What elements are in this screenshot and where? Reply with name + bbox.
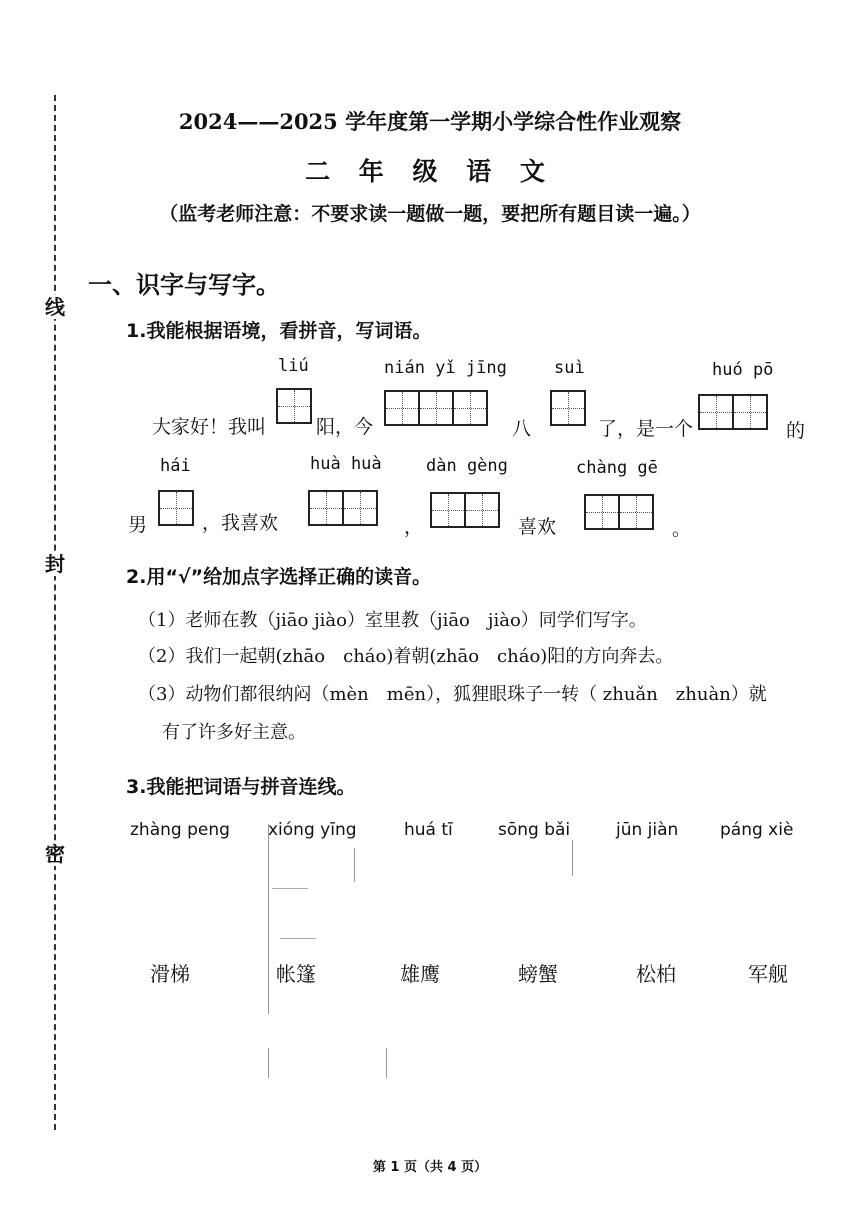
- margin-char-feng: 封: [45, 552, 65, 576]
- word-option[interactable]: 帐篷: [276, 962, 316, 986]
- answer-box-dan-geng[interactable]: [430, 492, 498, 528]
- margin-char-xian: 线: [45, 295, 65, 319]
- q2-item-3: （3）动物们都很纳闷（mèn mēn），狐狸眼珠子一转（ zhuǎn zhuàn）就: [138, 684, 767, 705]
- question-3-title: 3.我能把词语与拼音连线。: [126, 776, 356, 798]
- faint-line: [354, 848, 355, 882]
- pinyin-option[interactable]: sōng bǎi: [498, 820, 571, 840]
- pinyin-option[interactable]: páng xiè: [720, 820, 794, 840]
- question-1-title: 1.我能根据语境，看拼音，写词语。: [126, 320, 432, 342]
- faint-line: [280, 938, 316, 939]
- row1-text-2: 阳，今: [316, 416, 374, 438]
- binding-dashed-line: [54, 95, 56, 1130]
- row2-text-1: 男: [128, 514, 148, 536]
- pinyin-option[interactable]: jūn jiàn: [616, 820, 679, 840]
- pinyin-dan-geng: dàn gèng: [426, 456, 508, 476]
- word-option[interactable]: 螃蟹: [518, 962, 558, 986]
- row2-text-4: 喜欢: [518, 516, 557, 538]
- exam-title: 2024——2025 学年度第一学期小学综合性作业观察: [178, 109, 682, 134]
- answer-box-sui[interactable]: [550, 390, 584, 426]
- row2-text-3: ，: [404, 516, 424, 538]
- q2-item-2: （2）我们一起朝(zhāo cháo)着朝(zhāo cháo)阳的方向奔去。: [138, 646, 674, 667]
- faint-line: [272, 888, 308, 889]
- pinyin-hai: hái: [160, 456, 191, 476]
- word-option[interactable]: 军舰: [748, 962, 788, 986]
- answer-box-nian-yi-jing[interactable]: [384, 390, 486, 426]
- pinyin-liu: liú: [278, 356, 309, 376]
- row1-text-3: 八: [512, 418, 532, 440]
- row1-text-5: 的: [786, 420, 806, 442]
- margin-char-mi: 密: [45, 842, 65, 866]
- answer-box-hai[interactable]: [158, 490, 192, 526]
- row1-text-4: 了，是一个: [598, 418, 694, 440]
- pinyin-hua-hua: huà huà: [310, 454, 382, 474]
- answer-box-liu[interactable]: [276, 388, 310, 424]
- section-title: 一、识字与写字。: [88, 271, 280, 299]
- faint-line: [268, 1048, 269, 1078]
- pinyin-sui: suì: [554, 358, 585, 378]
- pinyin-huo-po: huó pō: [712, 360, 774, 380]
- q2-item-1: （1）老师在教（jiāo jiào）室里教（jiāo jiào）同学们写字。: [138, 610, 647, 631]
- answer-box-chang-ge[interactable]: [584, 494, 652, 530]
- pinyin-chang-ge: chàng gē: [576, 458, 658, 478]
- proctor-notice: （监考老师注意：不要求读一题做一题，要把所有题目读一遍。）: [159, 203, 701, 225]
- row2-text-5: 。: [672, 518, 692, 540]
- word-option[interactable]: 滑梯: [150, 962, 190, 986]
- answer-box-huo-po[interactable]: [698, 394, 766, 430]
- page-number: 第 1 页（共 4 页）: [372, 1160, 488, 1175]
- word-option[interactable]: 松柏: [636, 962, 676, 986]
- pinyin-option[interactable]: zhàng peng: [130, 820, 230, 840]
- row1-text-1: 大家好！我叫: [152, 416, 267, 438]
- faint-line: [268, 824, 269, 1014]
- pinyin-nian-yi-jing: nián yǐ jīng: [384, 358, 507, 378]
- q2-item-3-cont: 有了许多好主意。: [162, 722, 306, 743]
- question-2-title: 2.用“√”给加点字选择正确的读音。: [126, 566, 432, 588]
- row2-text-2: ，我喜欢: [202, 512, 279, 534]
- word-option[interactable]: 雄鹰: [400, 962, 440, 986]
- subject-title: 二 年 级 语 文: [305, 157, 555, 186]
- faint-line: [386, 1048, 387, 1078]
- pinyin-option[interactable]: xióng yīng: [268, 820, 357, 840]
- answer-box-hua-hua[interactable]: [308, 490, 376, 526]
- faint-line: [572, 840, 573, 876]
- pinyin-option[interactable]: huá tī: [404, 820, 453, 840]
